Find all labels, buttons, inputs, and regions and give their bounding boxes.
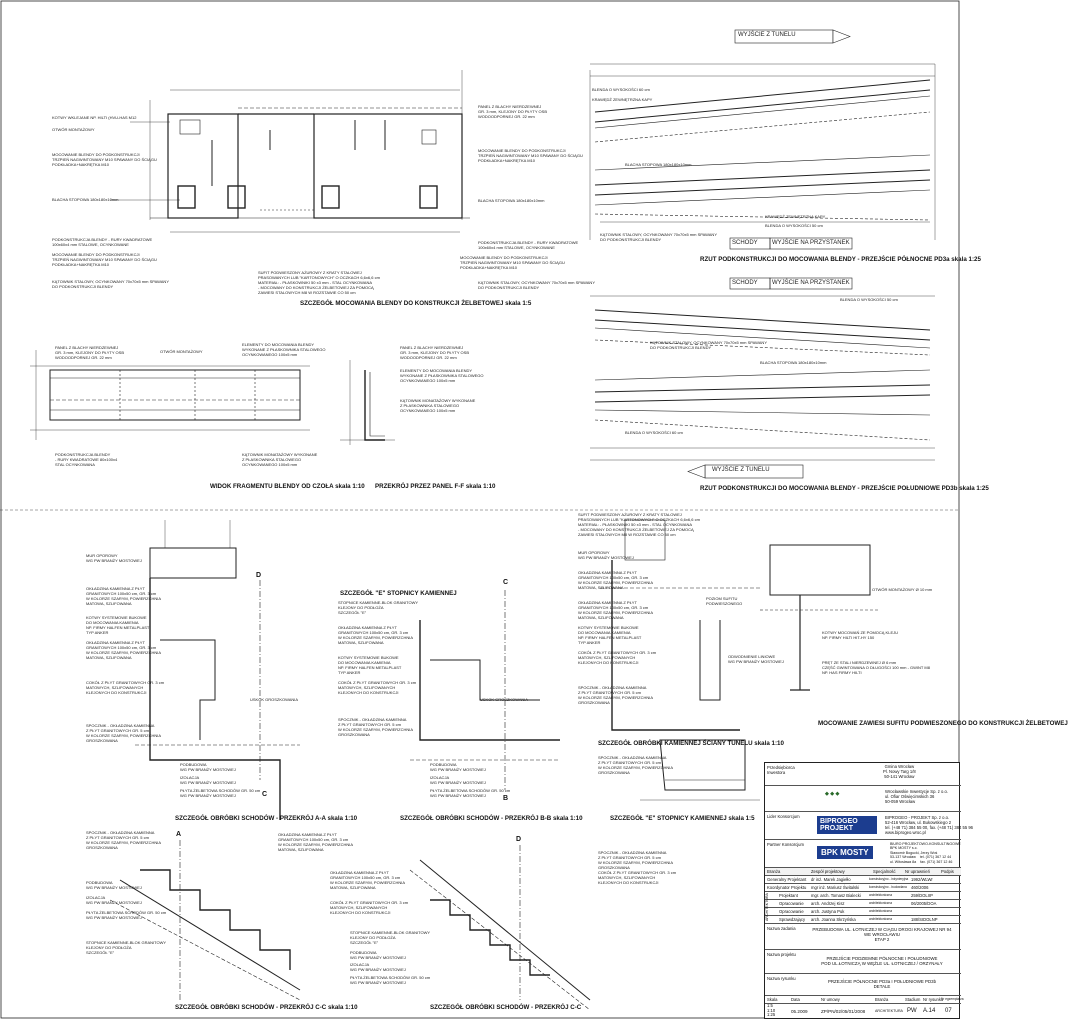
tb-head-spec: Specjalność xyxy=(873,869,896,874)
label-stopnica-2: STOPNICE KAMIENNE-BLOK GRANITOWY KLEJONY DO PODŁOŻA SZCZEGÓŁ "E" xyxy=(86,940,167,955)
tb-spec: konstrukcyjno - budowlana xyxy=(869,885,907,889)
label-blacha-2: BLACHA STOPOWA 180x180x10mm xyxy=(478,198,545,203)
title-pd3a: RZUT PODKONSTRUKCJI DO MOCOWANIA BLENDY - PRZEJŚCIE PÓŁNOCNE PD3a skala 1:25 xyxy=(700,256,981,263)
label-cokol: COKÓŁ Z PŁYT GRANITOWYCH GR. 3 cm MATOWYCH, SZLIFOWANYCH KLEJONYCH DO KONSTRUKCJI xyxy=(86,680,165,695)
tb-inwestor2: Wrocławskie Inwestycje Sp. z o.o. ul. Ofiar Oświęcimskich 36 50-059 Wrocław xyxy=(885,789,948,804)
label-otwor-2: OTWÓR MONTAŻOWY xyxy=(160,349,203,354)
tb-rysunek-row xyxy=(765,973,961,995)
plan-pd3a xyxy=(590,30,935,249)
label-cokol-3: COKÓŁ Z PŁYT GRANITOWYCH GR. 3 cm MATOWYCH, SZLIFOWANYCH KLEJONYCH DO KONSTRUKCJI xyxy=(578,650,657,665)
tb-inwestor2-row xyxy=(765,785,961,811)
label-mocowanie-3: MOCOWANIE BLENDY DO PODKONSTRUKCJI TRZPIEŃ NAGWINTOWANY M10 SPAWANY DO ŚCIĄGU PODKŁADKA+NAKRĘTKA M10 xyxy=(478,148,583,163)
marker-c2: C xyxy=(503,579,509,586)
label-izolacja-3: IZOLACJA WG PW BRANŻY MOSTOWEJ xyxy=(86,895,142,905)
tb-upr: 06/2005/DOA xyxy=(911,901,937,906)
tb-lider: BIPROGEO - PROJEKT Sp. z o.o. 52-416 Wrocław, ul. Bukowskiego 2 tel. (+48 71) 384 55 00, fax. (+48 71) 384 55 96 www.biprogeo.wroc.pl xyxy=(885,815,974,835)
tb-person: mgr. arch. Tomasz Bialecki xyxy=(811,893,861,898)
tb-team-row xyxy=(765,899,961,907)
label-izolacja-4: IZOLACJA WG PW BRANŻY MOSTOWEJ xyxy=(350,962,406,972)
tb-bv-skala: 1:5 1:10 1:25 xyxy=(767,1003,776,1018)
plan-pd3b xyxy=(590,278,935,478)
label-spocznik-4: SPOCZNIK - OKŁADZINA KAMIENNA Z PŁYT GRANITOWYCH GR. 5 cm W KOLORZE SZARYM, POWIERZCHNIA GROSZKOWANA xyxy=(598,755,674,775)
label-sufit: SUFIT PODWIESZONY AŻUROWY Z KRATY STALOWEJ PRASOWANYCH LUB "KARTONOWYCH" O OCZKACH 6,6x6,6 cm MATERIAŁ: - PŁASKOWNIKI 50 x3 mm - STAL OCYNKOWANA - MOCOWANY DO KONSTRUKCJI ŻELBETOWEJ ZA POMOCĄ ZAWIESI STALOWYCH M8 W ROZSTAWIE CO 50 cm xyxy=(258,270,380,295)
tb-zadanie: PRZEBUDOWA UL. ŁOTNICZEJ W CIĄGU DROGI KRAJOWEJ NR 94 WE WROCŁAWIU ETAP 2 xyxy=(812,927,952,942)
label-kotwy-sys-3: KOTWY SYSTEMOWE BUKOWE DO MOCOWANIA KAMIENIA NP. FIRMY HALFEN METALPLAST TYP ANKER xyxy=(578,625,642,645)
label-cokol-5: COKÓŁ Z PŁYT GRANITOWYCH GR. 3 cm MATOWYCH, SZLIFOWANYCH KLEJONYCH DO KONSTRUKCJI xyxy=(598,870,677,885)
przekroj-cc-right xyxy=(410,845,590,1010)
tb-lider-label: Lider Konsorcjum xyxy=(767,814,800,819)
label-blenda50: BLENDA O WYSOKOŚCI 50 cm xyxy=(765,223,823,228)
tb-bh-nr: Nr rysunku xyxy=(923,997,944,1002)
label-mocowanie-2: MOCOWANIE BLENDY DO PODKONSTRUKCJI TRZPIEŃ NAGWINTOWANY M10 SPAWANY DO ŚCIĄGU PODKŁADKA+NAKRĘTKA M10 xyxy=(52,252,157,267)
label-blacha: BLACHA STOPOWA 180x180x10mm xyxy=(52,197,119,202)
tb-head-zespol: Zespół projektowy xyxy=(811,869,845,874)
label-plyta-3: PŁYTA ŻELBETOWA SCHODÓW GR. 50 cm WG PW BRANŻY MOSTOWEJ xyxy=(86,910,167,920)
title-bb: SZCZEGÓŁ OBRÓBKI SCHODÓW - PRZEKRÓJ B-B skala 1:10 xyxy=(400,815,583,822)
label-blenda60: BLENDA O WYSOKOŚCI 60 cm xyxy=(592,87,650,92)
tb-inwestor-label: Przedsiębiorca Inwestora xyxy=(767,765,795,775)
przekroj-ff xyxy=(340,360,395,445)
label-okladzina-6: OKŁADZINA KAMIENNA Z PŁYT GRANITOWYCH 100x50 cm, GR. 3 cm W KOLORZE SZARYM, POWIERZCHNIA MATOWA, SZLIFOWANA xyxy=(278,832,354,852)
tb-person: mgr inż. Mariusz Świtalski xyxy=(811,885,860,890)
tb-upr: 1992/WLWr xyxy=(911,877,933,882)
tb-bv-egz: 07 xyxy=(945,1008,952,1014)
label-katownik-mont-2: KĄTOWNIK MONATAŻOWY WYKONANE Z PŁASKOWNIKA STALOWEGO OCYNKOWANEGO 100x5 mm xyxy=(400,398,476,413)
label-okladzina-3: OKŁADZINA KAMIENNA Z PŁYT GRANITOWYCH 100x50 cm, GR. 3 cm W KOLORZE SZARYM, POWIERZCHNIA MATOWA, SZLIFOWANA xyxy=(338,625,414,645)
tb-bottom-heads xyxy=(765,995,964,1003)
label-stopnica: STOPNICE KAMIENNE-BLOK GRANITOWY KLEJONY DO PODŁOŻA SZCZEGÓŁ "E" xyxy=(338,600,419,615)
label-panel-3: PANEL Z BLACHY NIERDZEWNEJ GR. 3 mm, KLEJONY DO PŁYTY OSB WODOODPORNEJ GR. 22 mm xyxy=(400,345,469,360)
tb-bh-skala: Skala xyxy=(767,997,778,1002)
tb-zadanie-row xyxy=(765,923,961,949)
label-podbudowa: PODBUDOWA WG PW BRANŻY MOSTOWEJ xyxy=(180,762,236,772)
tb-bh-branza: Branża xyxy=(875,997,889,1002)
marker-c: C xyxy=(262,791,268,798)
label-podkonstr-2: PODKONSTRUKCJA BLENDY - RURY KWADRATOWE 100x60x4 mm STALOWE, OCYNKOWANE xyxy=(478,240,579,250)
title-cc-left: SZCZEGÓŁ OBRÓBKI SCHODÓW - PRZEKRÓJ C-C skala 1:10 xyxy=(175,1004,358,1011)
tb-bv-data: 05.2009 xyxy=(791,1009,808,1014)
label-podkonstr-3: PODKONSTRUKCJA BLENDY - RURY KWADRATOWE 80x100x4 STAL OCYNKOWANA xyxy=(55,452,118,467)
label-mocowanie-4: MOCOWANIE BLENDY DO PODKONSTRUKCJI TRZPIEŃ NAGWINTOWANY M10 SPAWANY DO ŚCIĄGU PODKŁADKA+NAKRĘTKA M10 xyxy=(460,255,565,270)
title-mocowanie: SZCZEGÓŁ MOCOWANIA BLENDY DO KONSTRUKCJI ŻELBETOWEJ skala 1:5 xyxy=(300,300,532,307)
tb-spec: architektoniczna xyxy=(869,893,893,897)
label-kotwy-sys-2: KOTWY SYSTEMOWE BUKOWE DO MOCOWANIA KAMIENIA NP. FIRMY HALFEN METALPLAST TYP ANKER xyxy=(338,655,402,675)
tb-partner-row xyxy=(765,839,961,867)
tb-inwestor-row xyxy=(765,763,961,785)
heading-wyjscie-bottom: WYJŚCIE Z TUNELU xyxy=(712,467,770,473)
title-stopnica: SZCZEGÓŁ "E" STOPNICY KAMIENNEJ xyxy=(340,590,457,597)
tb-team-row xyxy=(765,907,961,915)
label-mur: MUR OPOROWY WG PW BRANŻY MOSTOWEJ xyxy=(86,553,142,563)
detail-mocowanie xyxy=(110,70,470,232)
title-widok: WIDOK FRAGMENTU BLENDY OD CZOŁA skala 1:10 xyxy=(210,483,365,490)
tb-person: arch. Joanna Skrzyńska xyxy=(811,917,856,922)
tb-team-row xyxy=(765,883,961,891)
tb-person: dr inż. Marek Jagiełło xyxy=(811,877,851,882)
heading-wyjscie-top: WYJŚCIE Z TUNELU xyxy=(738,32,796,38)
heading-przystanek-mid2: WYJŚCIE NA PRZYSTANEK xyxy=(772,280,850,286)
tb-upr: 460/2006 xyxy=(911,885,929,890)
tb-bv-branza: ARCHITEKTURA xyxy=(875,1009,903,1013)
tb-spec: architektoniczna xyxy=(869,917,893,921)
label-okladzina-2: OKŁADZINA KAMIENNA Z PŁYT GRANITOWYCH 100x50 cm, GR. 3 cm W KOLORZE SZARYM, POWIERZCHNIA MATOWA, SZLIFOWANA xyxy=(86,640,162,660)
label-cokol-2: COKÓŁ Z PŁYT GRANITOWYCH GR. 3 cm MATOWYCH, SZLIFOWANYCH KLEJONYCH DO KONSTRUKCJI xyxy=(338,680,417,695)
marker-aa: A xyxy=(176,831,182,838)
tb-lider-row xyxy=(765,811,974,839)
label-plyta: PŁYTA ŻELBETOWA SCHODÓW GR. 50 cm WG PW BRANŻY MOSTOWEJ xyxy=(180,788,261,798)
marker-b: B xyxy=(503,795,509,802)
title-block xyxy=(764,762,974,1019)
label-otwor10: OTWÓR MONTAŻOWY Ø 10 mm xyxy=(872,587,933,592)
label-kotwy-m8: KOTWY MOCOWAŃ ZE POMOCĄ KLEJU NP. FIRMY HILTI HIT-HY 150 xyxy=(822,630,899,640)
label-krawedz-2: KRAWĘDŹ ZEWNĘTRZNA KAPY xyxy=(765,214,826,219)
label-katownik-rzut2: KĄTOWNIK STALOWY, OCYNKOWANY 70x70x5 mm SPAWANY DO PODKONSTRUKCJI BLENDY xyxy=(650,340,767,350)
label-spocznik: SPOCZNIK - OKŁADZINA KAMIENNA Z PŁYT GRANITOWYCH GR. 5 cm W KOLORZE SZARYM, POWIERZCHNIA GROSZKOWANA xyxy=(86,723,162,743)
label-spocznik-2: SPOCZNIK - OKŁADZINA KAMIENNA Z PŁYT GRANITOWYCH GR. 5 cm W KOLORZE SZARYM, POWIERZCHNIA GROSZKOWANA xyxy=(338,717,414,737)
tb-gmina: Gmina Wrocław Pl. Nowy Targ 1/8 50-141 Wrocław xyxy=(883,764,916,779)
przekroj-cc-left xyxy=(110,840,300,1000)
tb-rysunek: PRZEJŚCIE PÓŁNOCNE PD3a I POŁUDNIOWE PD3b DETALE xyxy=(827,979,937,989)
label-okladzina-5: OKŁADZINA KAMIENNA Z PŁYT GRANITOWYCH 100x50 cm, GR. 3 cm W KOLORZE SZARYM, POWIERZCHNIA MATOWA, SZLIFOWANA xyxy=(578,600,654,620)
marker-dd: D xyxy=(516,836,522,843)
label-blacha-rzut2: BLACHA STOPOWA 180x180x10mm xyxy=(760,360,827,365)
tb-spec: architektoniczna xyxy=(869,909,893,913)
tb-bh-umowa: Nr umowy xyxy=(821,997,840,1002)
label-blenda50-2: BLENDA O WYSOKOŚCI 50 cm xyxy=(840,297,898,302)
tb-team-row xyxy=(765,875,961,883)
marker-a: D xyxy=(256,572,262,579)
title-ff: PRZEKRÓJ PRZEZ PANEL F-F skala 1:10 xyxy=(375,483,496,490)
tb-head-podpis: Podpis xyxy=(941,869,954,874)
title-sciana: SZCZEGÓŁ OBRÓBKI KAMIENNEJ ŚCIANY TUNELU skala 1:10 xyxy=(598,740,784,747)
label-katownik-mont: KĄTOWNIK MONATAŻOWY WYKONANE Z PŁASKOWNIKA STALOWEGO OCYNKOWANEGO 100x5 mm xyxy=(242,452,318,467)
tb-role: Generalny Projektant xyxy=(767,877,807,882)
label-kotwy-sys: KOTWY SYSTEMOWE BUKOWE DO MOCOWANIA KAMIENIA NP. FIRMY HALFEN METALPLAST TYP ANKER xyxy=(86,615,150,635)
label-blenda60-2: BLENDA O WYSOKOŚCI 60 cm xyxy=(625,430,683,435)
label-stopnica-3: STOPNICE KAMIENNE-BLOK GRANITOWY KLEJONY DO PODŁOŻA SZCZEGÓŁ "E" xyxy=(350,930,431,945)
heading-schody-mid: SCHODY xyxy=(732,240,758,246)
tb-role: Projektant xyxy=(779,893,798,898)
tb-logo-bpk: BPK MOSTY xyxy=(817,846,873,859)
label-uskok: USKOK GROSZKOWANIA xyxy=(250,697,299,702)
label-izolacja: IZOLACJA WG PW BRANŻY MOSTOWEJ xyxy=(180,775,236,785)
label-uskok-2: USKOK GROSZKOWANIA xyxy=(480,697,529,702)
tb-team-row xyxy=(765,891,961,899)
tb-role: Sprawdzający xyxy=(779,917,806,922)
label-poziom: POZIOM SUFITU PODWIESZONEGO xyxy=(706,596,743,606)
label-panel: PANEL Z BLACHY NIERDZEWNEJ GR. 3 mm, KLEJONY DO PŁYTY OSB WODOODPORNEJ GR. 22 mm xyxy=(478,104,547,119)
tb-team-row xyxy=(765,915,961,923)
tb-bv-nr: A.14 xyxy=(923,1008,936,1014)
label-krawedz: KRAWĘDŹ ZEWNĘTRZNA KAPY xyxy=(592,97,653,102)
tb-person: arch. Justyna Puk xyxy=(811,909,845,914)
label-elementy: ELEMENTY DO MOCOWANIA BLENDY WYKONANE Z PŁASKOWNIKA STALOWEGO OCYNKOWANEGO 100x5 mm xyxy=(242,342,326,357)
label-spocznik-5: SPOCZNIK - OKŁADZINA KAMIENNA Z PŁYT GRANITOWYCH GR. 5 cm W KOLORZE SZARYM, POWIERZCHNIA GROSZKOWANA xyxy=(86,830,162,850)
label-plyta-4: PŁYTA ŻELBETOWA SCHODÓW GR. 50 cm WG PW BRANŻY MOSTOWEJ xyxy=(350,975,431,985)
tb-role: Opracowanie xyxy=(779,909,804,914)
title-e-detail: SZCZEGÓŁ "E" STOPNICY KAMIENNEJ skala 1:5 xyxy=(610,815,755,822)
tb-spec: architektoniczna xyxy=(869,901,893,905)
label-plyta-2: PŁYTA ŻELBETOWA SCHODÓW GR. 50 cm WG PW BRANŻY MOSTOWEJ xyxy=(430,788,511,798)
tb-inwestor-logo-icon: ◆ ◆ ◆ xyxy=(825,791,840,797)
label-blacha-rzut: BLACHA STOPOWA 180x180x10mm xyxy=(625,162,692,167)
label-elementy-2: ELEMENTY DO MOCOWANIA BLENDY WYKONANE Z PŁASKOWNIKA STALOWEGO OCYNKOWANEGO 100x5 mm xyxy=(400,368,484,383)
tb-spec: konstrukcyjno - inżynieryjna xyxy=(869,877,909,881)
label-spocznik-3: SPOCZNIK - OKŁADZINA KAMIENNA Z PŁYT GRANITOWYCH GR. 5 cm W KOLORZE SZARYM, POWIERZCHNIA GROSZKOWANA xyxy=(578,685,654,705)
tb-person: arch. Andrzej Kisz xyxy=(811,901,845,906)
tb-projekt-label: Nazwa projektu xyxy=(767,952,796,957)
tb-dept: ARCHITEKTURA xyxy=(765,893,769,921)
tb-bh-egz: Nr egzemplarza xyxy=(941,997,964,1001)
label-okladzina-4: OKŁADZINA KAMIENNA Z PŁYT GRANITOWYCH 100x50 cm, GR. 3 cm W KOLORZE SZARYM, POWIERZCHNIA MATOWA, SZLIFOWANA xyxy=(578,570,654,590)
tb-projekt-row xyxy=(765,949,961,973)
tb-bv-stadium: PW xyxy=(907,1008,917,1014)
tb-role: Opracowanie xyxy=(779,901,804,906)
label-katownik-rzut: KĄTOWNIK STALOWY, OCYNKOWANY 70x70x5 mm SPAWANY DO PODKONSTRUKCJI BLENDY xyxy=(600,232,717,242)
label-podkonstr: PODKONSTRUKCJA BLENDY - RURY KWADRATOWE 100x60x4 mm STALOWE, OCYNKOWANE xyxy=(52,237,153,247)
label-podbudowa-4: PODBUDOWA WG PW BRANŻY MOSTOWEJ xyxy=(350,950,406,960)
title-sufit: MOCOWANIE ZAWIESI SUFITU PODWIESZONEGO DO KONSTRUKCJI ŻELBETOWEJ xyxy=(818,720,1068,727)
label-kotwy: KOTWY WKLEJANE NP. HILTI (HVU-HAS M12 xyxy=(52,115,137,120)
tb-bottom-vals xyxy=(765,1003,961,1019)
label-podbudowa-2: PODBUDOWA WG PW BRANŻY MOSTOWEJ xyxy=(430,762,486,772)
label-katownik-2: KĄTOWNIK STALOWY, OCYNKOWANY 70x70x5 mm SPAWANY DO PODKONSTRUKCJI BLENDY xyxy=(478,280,595,290)
tb-head-upr: Nr uprawnień xyxy=(905,869,930,874)
tb-partner-label: Partner Konsorcjum xyxy=(767,842,805,847)
label-sufit-2: SUFIT PODWIESZONY AŻUROWY Z KRATY STALOWEJ PRASOWANYCH LUB "KARTONOWYCH" O OCZKACH 6,6x6,6 cm MATERIAŁ: - PŁASKOWNIKI 50 x3 mm - STAL OCYNKOWANA - MOCOWANY DO KONSTRUKCJI ŻELBETOWEJ ZA POMOCĄ ZAWIESI STALOWYCH M8 W ROZSTAWIE CO 50 cm xyxy=(578,512,700,537)
label-okladzina-7: OKŁADZINA KAMIENNA Z PŁYT GRANITOWYCH 100x50 cm, GR. 3 cm W KOLORZE SZARYM, POWIERZCHNIA MATOWA, SZLIFOWANA xyxy=(330,870,406,890)
title-pd3b: RZUT PODKONSTRUKCJI DO MOCOWANIA BLENDY - PRZEJŚCIE POŁUDNIOWE PD3b skala 1:25 xyxy=(700,485,989,492)
przekroj-bb xyxy=(410,590,560,790)
label-izolacja-2: IZOLACJA WG PW BRANŻY MOSTOWEJ xyxy=(430,775,486,785)
label-katownik: KĄTOWNIK STALOWY, OCYNKOWANY 70x70x5 mm SPAWANY DO PODKONSTRUKCJI BLENDY xyxy=(52,279,169,289)
tb-rysunek-label: Nazwa rysunku xyxy=(767,976,796,981)
tb-projekt: PRZEJŚCIE PODZIEMNE PÓŁNOCNE I POŁUDNIOWE POD UL.ŁOTNICZĄ W WĘŹLE UL. ŁOTNICZEJ / ORZYNAŁY xyxy=(821,956,943,966)
title-cc-right: SZCZEGÓŁ OBRÓBKI SCHODÓW - PRZEKRÓJ C-C xyxy=(430,1004,582,1011)
label-otwor: OTWÓR MONTAŻOWY xyxy=(52,127,95,132)
label-pret: PRĘT ZE STALI NIERDZEWNEJ Ø 6 mm CZĘŚĆ GWINTOWANA O DŁUGOŚCI 100 mm - GWINT M8 NP. HAS FIRMY HILTI xyxy=(822,660,930,675)
tb-partner: BIURO PROJEKTOWO-KONSULTINGOWE BPK MOSTY s.c. Sławomir Bogucki, Jerzy Woś 53-137 Wrocław tel. (071) 367 12 44 ul. Witosława 8a fax. (071) 367 12 46 xyxy=(890,842,961,864)
label-podbudowa-3: PODBUDOWA WG PW BRANŻY MOSTOWEJ xyxy=(86,880,142,890)
tb-upr: 259/DOLIIP xyxy=(911,893,933,898)
label-panel-2: PANEL Z BLACHY NIERDZEWNEJ GR. 3 mm, KLEJONY DO PŁYTY OSB WODOODPORNEJ GR. 22 mm xyxy=(55,345,124,360)
tb-upr: 188/SIDOLNP xyxy=(911,917,938,922)
widok-blendy xyxy=(30,350,310,440)
title-aa: SZCZEGÓŁ OBRÓBKI SCHODÓW - PRZEKRÓJ A-A skala 1:10 xyxy=(175,815,358,822)
tb-logo-biprogeo: BIPROGEO PROJEKT xyxy=(817,816,877,834)
label-spocznik-6: SPOCZNIK - OKŁADZINA KAMIENNA Z PŁYT GRANITOWYCH GR. 5 cm W KOLORZE SZARYM, POWIERZCHNIA GROSZKOWANA xyxy=(598,850,674,870)
tb-head-branza: Branża xyxy=(767,869,781,874)
tb-bv-umowa: ZP/PN/02/05/01/2008 xyxy=(821,1009,866,1014)
tb-role: Koordynator Projektu xyxy=(767,885,807,890)
label-mur-2: MUR OPOROWY WG PW BRANŻY MOSTOWEJ xyxy=(578,550,634,560)
label-okladzina: OKŁADZINA KAMIENNA Z PŁYT GRANITOWYCH 100x50 cm, GR. 3 cm W KOLORZE SZARYM, POWIERZCHNIA MATOWA, SZLIFOWANA xyxy=(86,586,162,606)
tb-zadanie-label: Nazwa zadania xyxy=(767,926,796,931)
label-mocowanie: MOCOWANIE BLENDY DO PODKONSTRUKCJI TRZPIEŃ NAGWINTOWANY M10 SPAWANY DO ŚCIĄGU PODKŁADKA+NAKRĘTKA M10 xyxy=(52,152,157,167)
tb-bh-stadium: Stadium xyxy=(905,997,921,1002)
label-cokol-4: COKÓŁ Z PŁYT GRANITOWYCH GR. 3 cm MATOWYCH, SZLIFOWANYCH KLEJONYCH DO KONSTRUKCJI xyxy=(330,900,409,915)
heading-przystanek-mid: WYJŚCIE NA PRZYSTANEK xyxy=(772,240,850,246)
tb-team-head xyxy=(765,867,961,875)
tb-bh-data: Data xyxy=(791,997,800,1002)
heading-schody-mid2: SCHODY xyxy=(732,280,758,286)
label-odwodnienie: ODWODNIENIE LINIOWE WG PW BRANŻY MOSTOWEJ xyxy=(728,654,784,664)
